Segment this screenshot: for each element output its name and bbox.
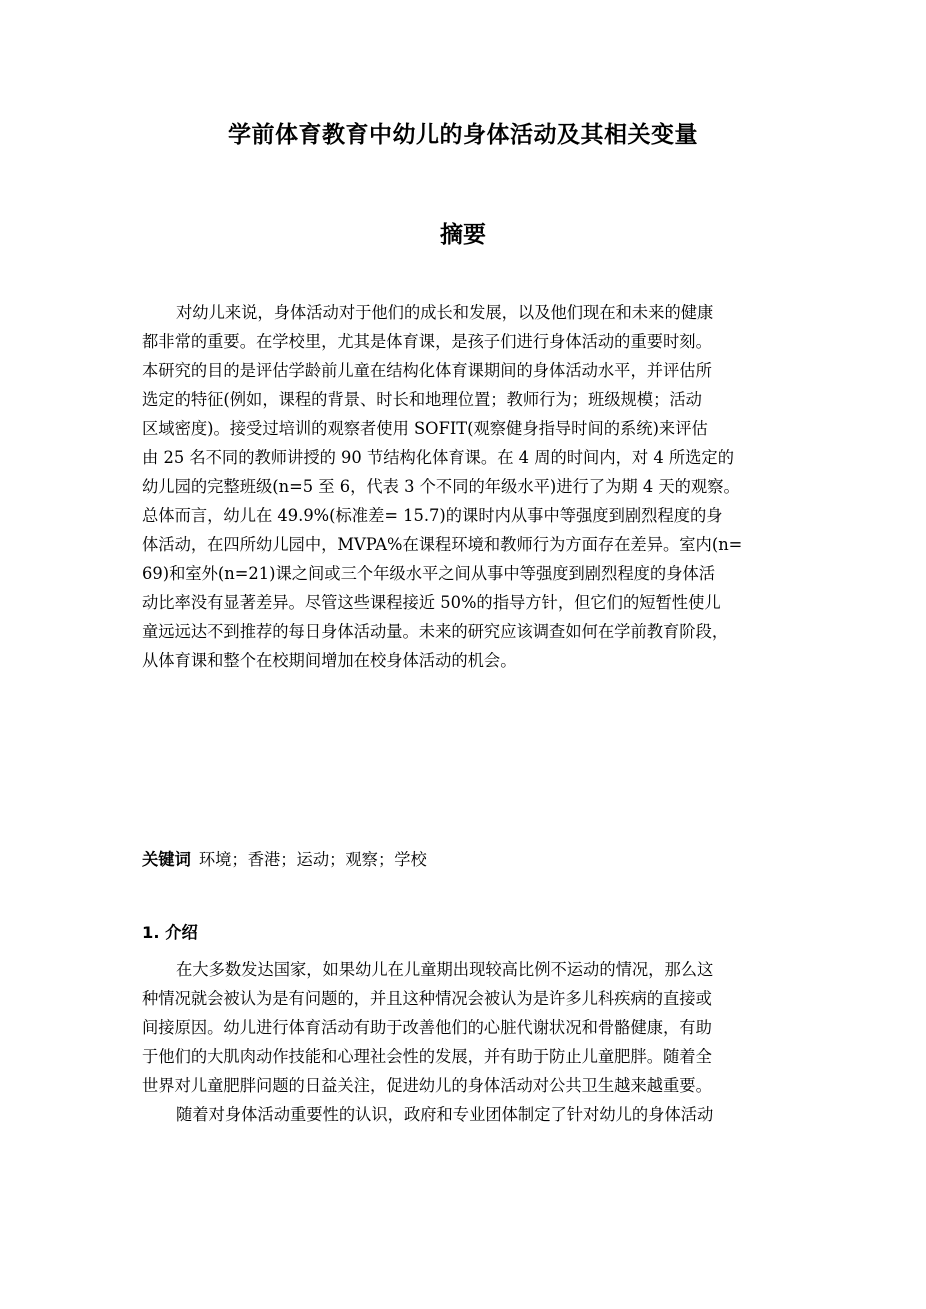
abstract-heading: 摘要 xyxy=(440,222,486,248)
abstract-line: 体活动，在四所幼儿园中，MVPA%在课程环境和教师行为方面存在差异。室内(n= xyxy=(142,535,743,554)
abstract-line: 从体育课和整个在校期间增加在校身体活动的机会。 xyxy=(142,651,517,670)
intro-line: 随着对身体活动重要性的认识，政府和专业团体制定了针对幼儿的身体活动 xyxy=(176,1105,714,1124)
intro-line: 种情况就会被认为是有问题的，并且这种情况会被认为是许多儿科疾病的直接或 xyxy=(142,989,712,1008)
section-heading-introduction: 1. 介绍 xyxy=(142,923,198,942)
intro-line: 间接原因。幼儿进行体育活动有助于改善他们的心脏代谢状况和骨骼健康，有助 xyxy=(142,1018,712,1037)
keywords-label: 关键词 xyxy=(142,850,191,869)
abstract-paragraph xyxy=(142,298,792,675)
introduction-paragraph xyxy=(142,955,792,1129)
keywords-row xyxy=(142,845,427,874)
intro-line: 世界对儿童肥胖问题的日益关注，促进幼儿的身体活动对公共卫生越来越重要。 xyxy=(142,1076,712,1095)
abstract-line: 幼儿园的完整班级(n=5 至 6，代表 3 个不同的年级水平)进行了为期 4 天的观察。 xyxy=(142,477,740,496)
abstract-line: 动比率没有显著差异。尽管这些课程接近 50%的指导方针，但它们的短暂性使儿 xyxy=(142,593,721,612)
abstract-line: 总体而言，幼儿在 49.9%(标准差= 15.7)的课时内从事中等强度到剧烈程度的身 xyxy=(142,506,723,525)
abstract-line: 本研究的目的是评估学龄前儿童在结构化体育课期间的身体活动水平，并评估所 xyxy=(142,361,712,380)
abstract-line: 区域密度)。接受过培训的观察者使用 SOFIT(观察健身指导时间的系统)来评估 xyxy=(142,419,708,438)
abstract-line: 69)和室外(n=21)课之间或三个年级水平之间从事中等强度到剧烈程度的身体活 xyxy=(142,564,716,583)
abstract-line: 选定的特征(例如，课程的背景、时长和地理位置；教师行为；班级规模；活动 xyxy=(142,390,702,409)
abstract-line: 都非常的重要。在学校里，尤其是体育课，是孩子们进行身体活动的重要时刻。 xyxy=(142,332,712,351)
abstract-line: 对幼儿来说，身体活动对于他们的成长和发展，以及他们现在和未来的健康 xyxy=(176,303,714,322)
keywords-text: 环境；香港；运动；观察；学校 xyxy=(198,850,427,869)
abstract-line: 由 25 名不同的教师讲授的 90 节结构化体育课。在 4 周的时间内，对 4 所选定的 xyxy=(142,448,734,467)
intro-line: 于他们的大肌肉动作技能和心理社会性的发展，并有助于防止儿童肥胖。随着全 xyxy=(142,1047,712,1066)
abstract-line: 童远远达不到推荐的每日身体活动量。未来的研究应该调查如何在学前教育阶段， xyxy=(142,622,729,641)
document-title: 学前体育教育中幼儿的身体活动及其相关变量 xyxy=(228,122,698,148)
intro-line: 在大多数发达国家，如果幼儿在儿童期出现较高比例不运动的情况，那么这 xyxy=(176,960,714,979)
